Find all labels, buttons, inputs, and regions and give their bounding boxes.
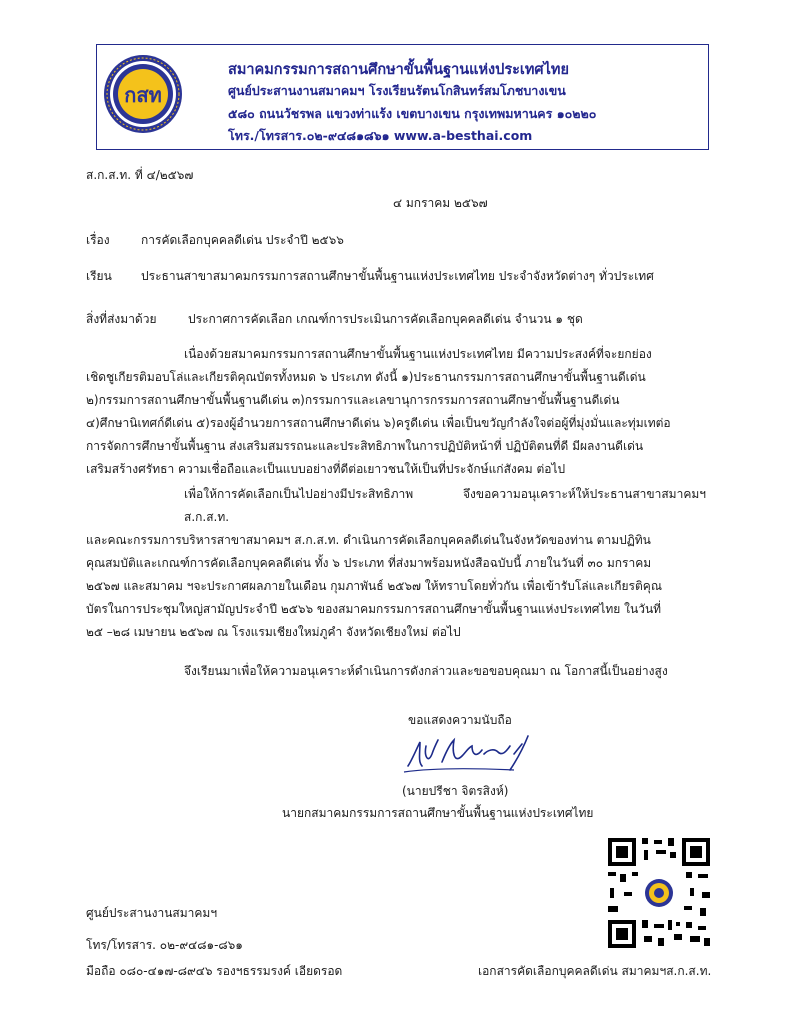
signature-icon (402, 732, 552, 780)
phone-website: โทร./โทรสาร.๐๒-๙๔๘๑๘๖๑ www.a-besthai.com (228, 128, 533, 143)
recipient-text: ประธานสาขาสมาคมกรรมการสถานศึกษาขั้นพื้นฐานแห่งประเทศไทย ประจำจังหวัดต่างๆ ทั่วประเทศ (141, 269, 654, 283)
paragraph-line: ๒๕ –๒๘ เมษายน ๒๕๖๗ ณ โรงแรมเชียงใหม่ภูคำ จังหวัดเชียงใหม่ ต่อไป (86, 625, 461, 639)
signer-title: นายกสมาคมกรรมการสถานศึกษาขั้นพื้นฐานแห่งประเทศไทย (282, 806, 594, 820)
footer-center: ศูนย์ประสานงานสมาคมฯ (86, 906, 218, 920)
paragraph-line: เชิดชูเกียรติมอบโล่และเกียรติคุณบัตรทั้งหมด ๖ ประเภท ดังนี้ ๑)ประธานกรรมการสถานศึกษาขั้นพื้นฐานดีเด่น (86, 370, 646, 384)
enclosure-label: สิ่งที่ส่งมาด้วย (86, 312, 157, 326)
paragraph-line: การจัดการศึกษาขั้นพื้นฐาน ส่งเสริมสมรรถนะและประสิทธิภาพในการปฏิบัติหน้าที่ ปฏิบัติตนที่ดี มีผลงานดีเด่น (86, 439, 644, 453)
closing-paragraph: จึงเรียนมาเพื่อให้ความอนุเคราะห์ดำเนินการดังกล่าวและขอขอบคุณมา ณ โอกาสนี้เป็นอย่างสูง (184, 664, 668, 678)
subject-text: การคัดเลือกบุคคลดีเด่น ประจำปี ๒๕๖๖ (141, 233, 344, 247)
logo-text: กสท (124, 83, 162, 107)
paragraph-line: และคณะกรรมการบริหารสาขาสมาคมฯ ส.ก.ส.ท. ดำเนินการคัดเลือกบุคคลดีเด่นในจังหวัดของท่าน ตามปฏิทิน (86, 533, 651, 547)
footer-mobile: มือถือ ๐๘๐-๔๑๗-๘๙๔๖ รองฯธรรมรงค์ เอียดรอด (86, 964, 343, 978)
paragraph-line: เพื่อให้การคัดเลือกเป็นไปอย่างมีประสิทธิภาพ จึงขอความอนุเคราะห์ให้ประธานสาขาสมาคมฯ ส.ก.ส.ท. (184, 487, 706, 524)
paragraph-line: เสริมสร้างศรัทธา ความเชื่อถือและเป็นแบบอย่างที่ดีต่อเยาวชนให้เป็นที่ประจักษ์แก่สังคม ต่อไป (86, 462, 566, 476)
paragraph-line: บัตรในการประชุมใหญ่สามัญประจำปี ๒๕๖๖ ของสมาคมกรรมการสถานศึกษาขั้นพื้นฐานแห่งประเทศไทย ในวันที่ (86, 602, 662, 616)
coordination-center: ศูนย์ประสานงานสมาคมฯ โรงเรียนรัตนโกสินทร์สมโภชบางเขน (228, 83, 566, 98)
closing-salutation: ขอแสดงความนับถือ (408, 713, 512, 727)
signer-name: (นายปรีชา จิตรสิงห์) (402, 784, 509, 798)
address: ๕๘๐ ถนนวัชรพล แขวงท่าแร้ง เขตบางเขน กรุงเทพมหานคร ๑๐๒๒๐ (228, 106, 597, 121)
enclosure-text: ประกาศการคัดเลือก เกณฑ์การประเมินการคัดเลือกบุคคลดีเด่น จำนวน ๑ ชุด (188, 312, 583, 326)
qr-code-icon (606, 836, 712, 950)
paragraph-line: ๒)กรรมการสถานศึกษาขั้นพื้นฐานดีเด่น ๓)กรรมการและเลขานุการกรรมการสถานศึกษาขั้นพื้นฐานดีเด่น (86, 393, 620, 407)
paragraph-line: เนื่องด้วยสมาคมกรรมการสถานศึกษาขั้นพื้นฐานแห่งประเทศไทย มีความประสงค์ที่จะยกย่อง (184, 347, 652, 361)
footer-phone: โทร/โทรสาร. ๐๒-๙๔๘๑-๘๖๑ (86, 938, 243, 952)
paragraph-line: ๔)ศึกษานิเทศก์ดีเด่น ๕)รองผู้อำนวยการสถานศึกษาดีเด่น ๖)ครูดีเด่น เพื่อเป็นขวัญกำลังใจต่อผู้ที่มุ่งมั่นและทุ่มเทต่อ (86, 416, 671, 430)
org-name: สมาคมกรรมการสถานศึกษาขั้นพื้นฐานแห่งประเทศไทย (228, 62, 569, 78)
letter-date: ๔ มกราคม ๒๕๖๗ (393, 196, 488, 210)
reference-number: ส.ก.ส.ท. ที่ ๔/๒๕๖๗ (86, 168, 194, 182)
qr-caption: เอกสารคัดเลือกบุคคลดีเด่น สมาคมฯส.ก.ส.ท. (478, 964, 712, 978)
paragraph-line: คุณสมบัติและเกณฑ์การคัดเลือกบุคคลดีเด่น ทั้ง ๖ ประเภท ที่ส่งมาพร้อมหนังสือฉบับนี้ ภายในวันที่ ๓๐ มกราคม (86, 556, 652, 570)
subject-label: เรื่อง (86, 233, 110, 247)
recipient-label: เรียน (86, 269, 112, 283)
body-paragraph-1 (86, 343, 706, 481)
paragraph-line: ๒๕๖๗ และสมาคม ฯจะประกาศผลภายในเดือน กุมภาพันธ์ ๒๕๖๗ ให้ทราบโดยทั่วกัน เพื่อเข้ารับโล่และเกียรติคุณ (86, 579, 662, 593)
body-paragraph-2 (86, 483, 706, 644)
association-seal-icon (103, 54, 183, 134)
